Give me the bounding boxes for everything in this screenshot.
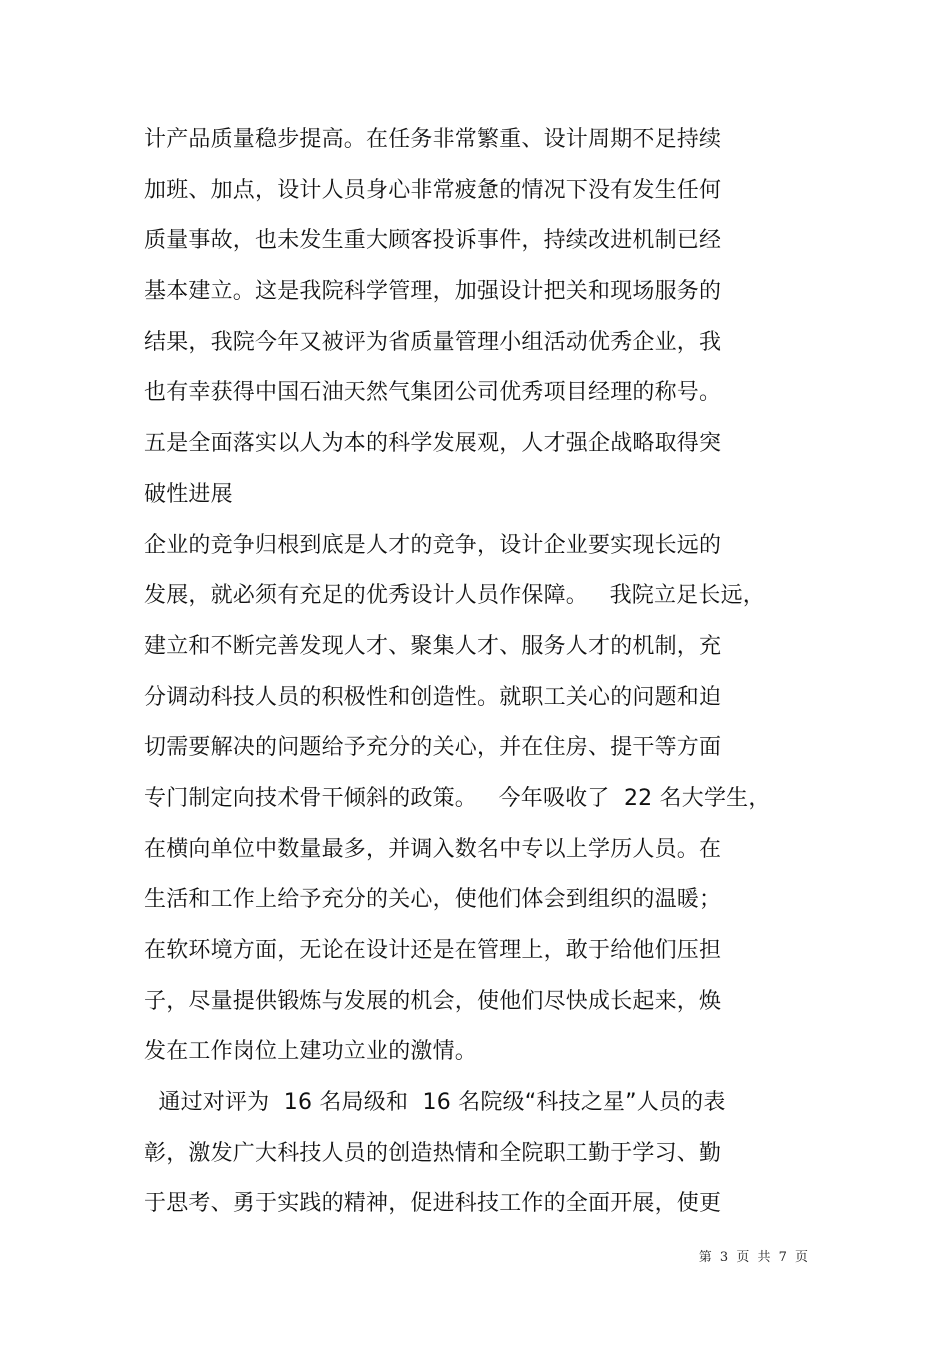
text-line: 于思考、勇于实践的精神，促进科技工作的全面开展，使更 bbox=[144, 1191, 722, 1217]
text-line: 彰，激发广大科技人员的创造热情和全院职工勤于学习、勤 bbox=[144, 1140, 722, 1166]
section-heading-line: 五是全面落实以人为本的科学发展观，人才强企战略取得突 bbox=[144, 431, 722, 457]
body-text bbox=[144, 118, 804, 1233]
text-line: 分调动科技人员的积极性和创造性。就职工关心的问题和迫 bbox=[144, 684, 722, 710]
text-line: 计产品质量稳步提高。在任务非常繁重、设计周期不足持续 bbox=[144, 127, 722, 152]
text-line: 在软环境方面，无论在设计还是在管理上，敢于给他们压担 bbox=[144, 938, 722, 963]
text-line: 企业的竞争归根到底是人才的竞争，设计企业要实现长远的 bbox=[144, 532, 722, 558]
text-line: 通过对评为 16 名局级和 16 名院级“科技之星”人员的表 bbox=[144, 1090, 726, 1116]
text-line: 也有幸获得中国石油天然气集团公司优秀项目经理的称号。 bbox=[144, 380, 722, 406]
text-line: 发在工作岗位上建功立业的激情。 bbox=[144, 1039, 478, 1065]
text-line: 结果，我院今年又被评为省质量管理小组活动优秀企业，我 bbox=[144, 329, 722, 355]
text-line: 加班、加点，设计人员身心非常疲惫的情况下没有发生任何 bbox=[144, 177, 722, 203]
text-line: 子，尽量提供锻炼与发展的机会，使他们尽快成长起来，焕 bbox=[144, 988, 722, 1014]
text-line: 生活和工作上给予充分的关心，使他们体会到组织的温暖； bbox=[144, 887, 722, 913]
text-line: 切需要解决的问题给予充分的关心，并在住房、提干等方面 bbox=[144, 735, 722, 761]
text-line: 发展，就必须有充足的优秀设计人员作保障。 我院立足长远， bbox=[144, 583, 765, 609]
text-line: 专门制定向技术骨干倾斜的政策。 今年吸收了 22 名大学生， bbox=[144, 785, 771, 811]
section-heading-line: 破性进展 bbox=[144, 481, 233, 507]
text-line: 基本建立。这是我院科学管理，加强设计把关和现场服务的 bbox=[144, 279, 722, 305]
page-number: 第 3 页 共 7 页 bbox=[698, 1250, 810, 1265]
text-line: 建立和不断完善发现人才、聚集人才、服务人才的机制，充 bbox=[144, 633, 722, 659]
text-line: 在横向单位中数量最多，并调入数名中专以上学历人员。在 bbox=[144, 836, 722, 862]
text-line: 质量事故，也未发生重大顾客投诉事件，持续改进机制已经 bbox=[144, 228, 722, 254]
